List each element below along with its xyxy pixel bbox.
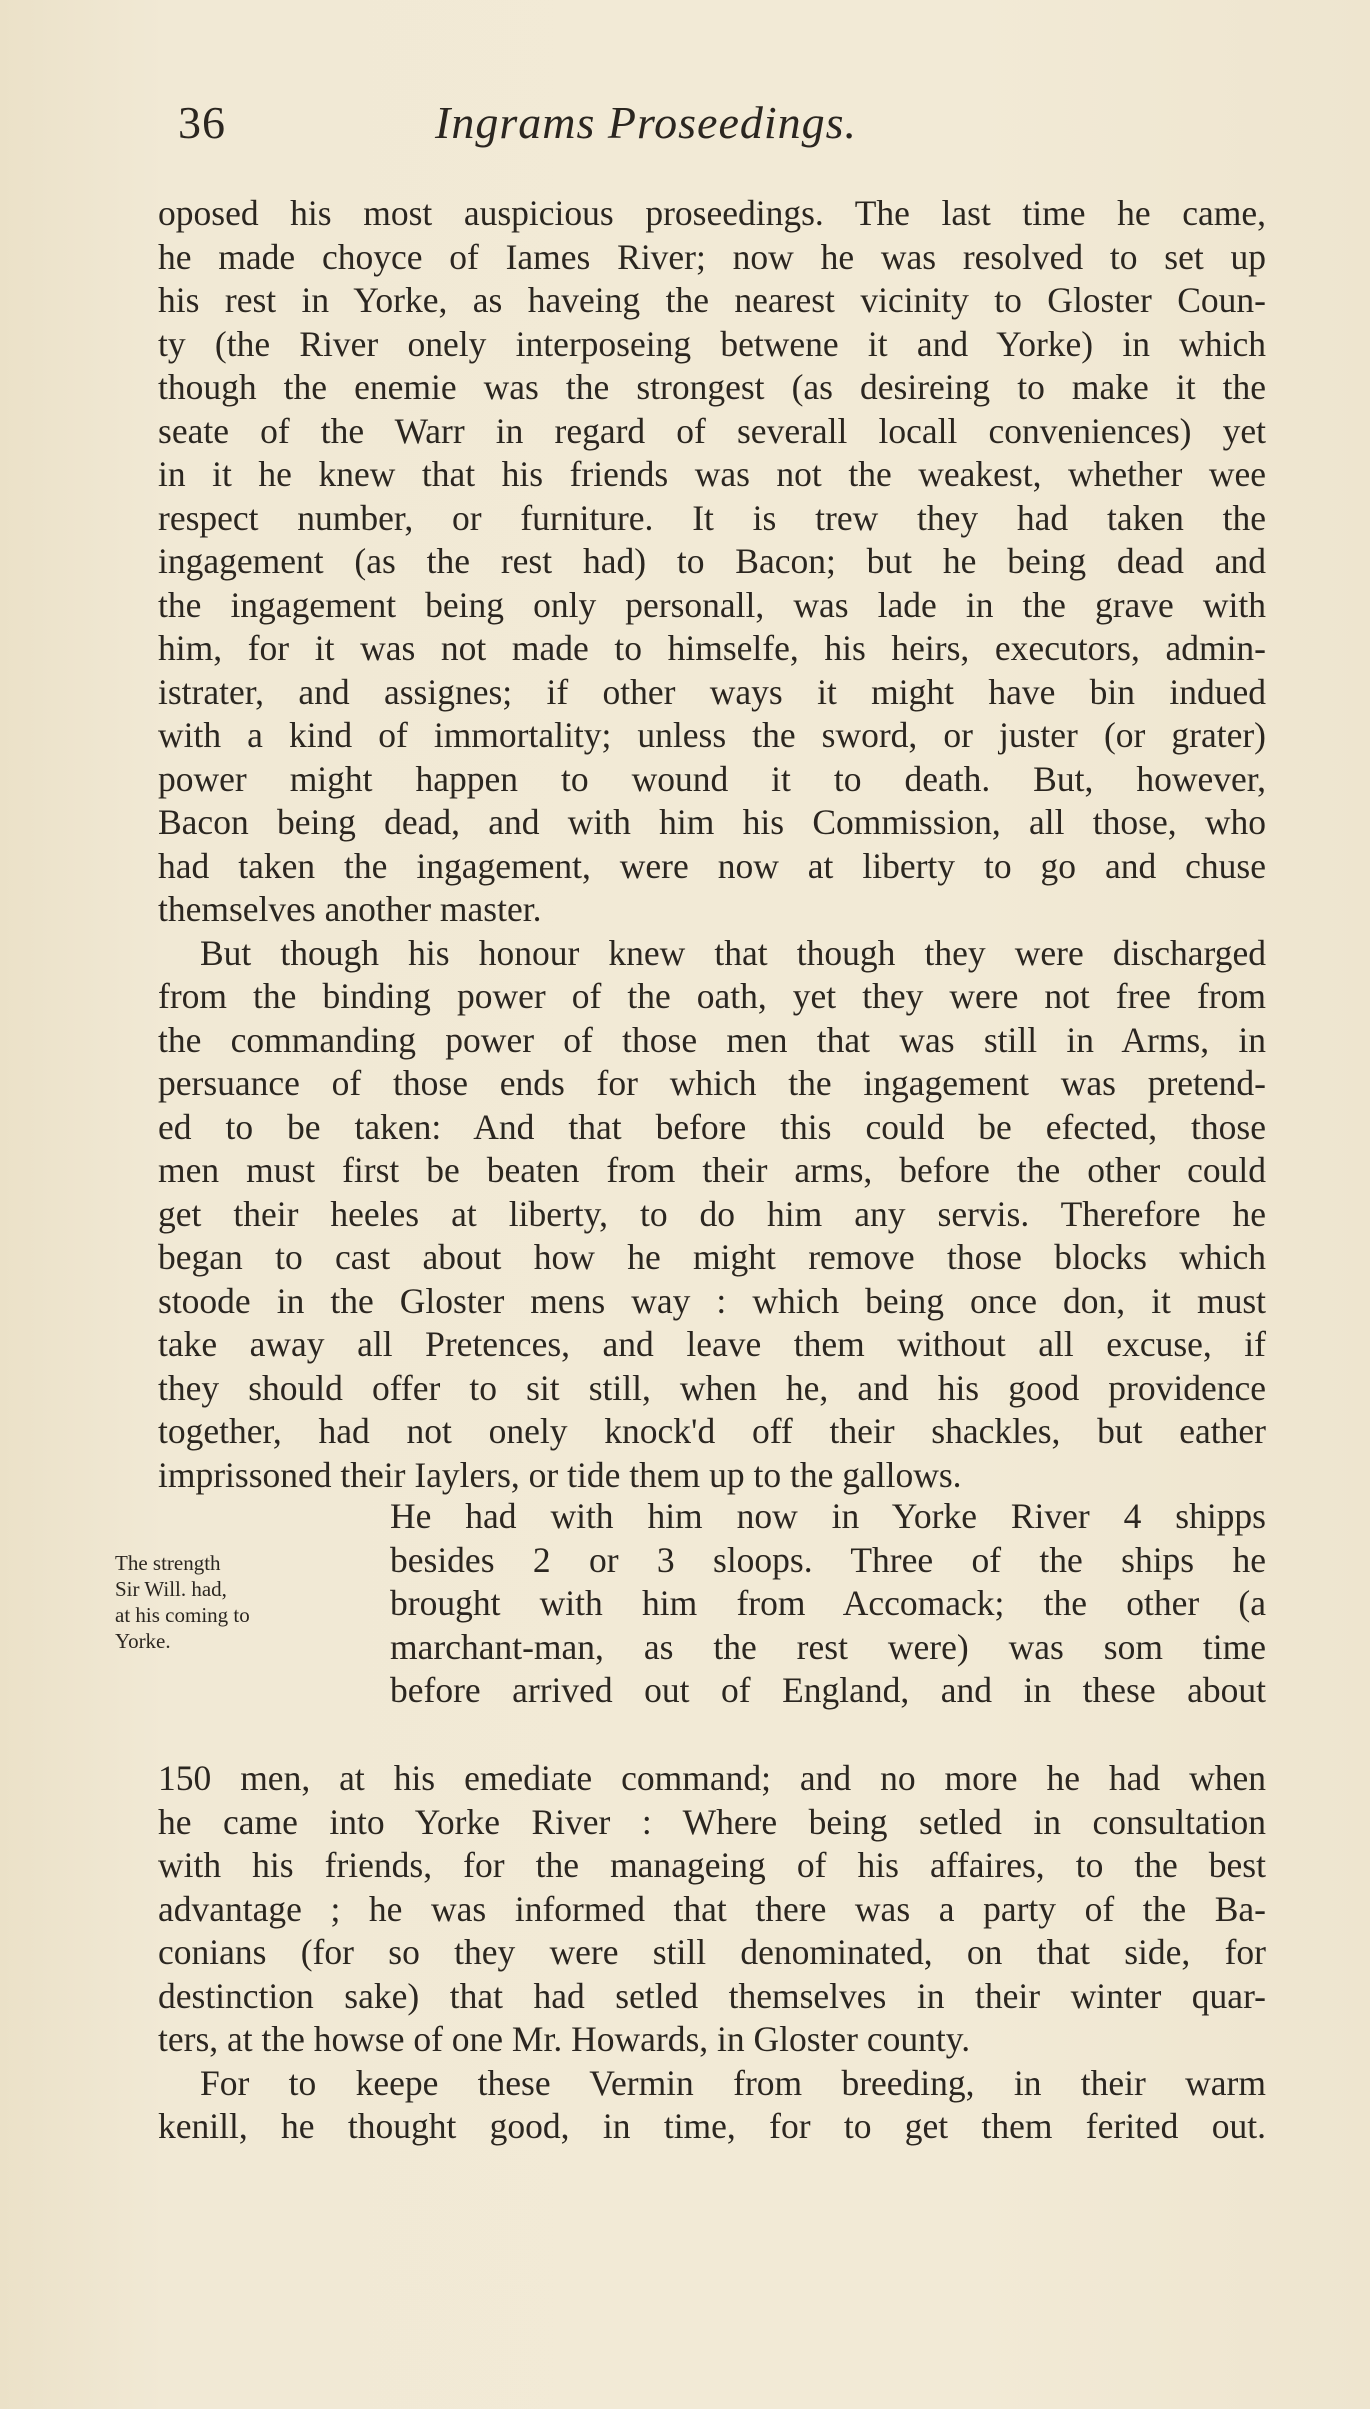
text-line: istrater, and assignes; if other ways it might have bin indued xyxy=(158,671,1266,712)
running-title: Ingrams Proseedings. xyxy=(435,97,858,148)
text-line: oposed his most auspicious proseedings. The last time he came, xyxy=(158,193,1266,233)
text-line: men must first be beaten from their arms, before the other could xyxy=(158,1150,1266,1190)
text-line: marchant-man, as the rest were) was som time xyxy=(390,1626,1266,1667)
text-line: he came into Yorke River : Where being setled in consultation xyxy=(158,1801,1266,1842)
text-line: from the binding power of the oath, yet they were not free from xyxy=(158,976,1266,1016)
marginal-note-line: The strength xyxy=(115,1551,221,1575)
marginal-note-line: Yorke. xyxy=(115,1629,171,1653)
marginal-note-line: at his coming to xyxy=(115,1603,250,1627)
text-line: his rest in Yorke, as haveing the nearest vicinity to Gloster Coun- xyxy=(158,280,1266,320)
text-line: began to cast about how he might remove those blocks which xyxy=(158,1237,1266,1277)
marginal-note-line: Sir Will. had, xyxy=(115,1577,227,1601)
text-line: the ingagement being only personall, was lade in the grave with xyxy=(158,584,1266,625)
text-line: take away all Pretences, and leave them without all excuse, if xyxy=(158,1324,1266,1364)
text-line: him, for it was not made to himselfe, his heirs, executors, admin- xyxy=(158,628,1266,668)
text-line: ty (the River onely interposeing betwene it and Yorke) in which xyxy=(158,323,1266,364)
text-line: though the enemie was the strongest (as desireing to make it the xyxy=(158,367,1266,407)
text-line: He had with him now in Yorke River 4 shipps xyxy=(390,1496,1266,1536)
paragraph-start-line: For to keepe these Vermin from breeding, in their warm xyxy=(200,2062,1266,2103)
text-line: Bacon being dead, and with him his Commission, all those, who xyxy=(158,802,1266,842)
text-line: persuance of those ends for which the ingagement was pretend- xyxy=(158,1063,1266,1103)
text-line: with his friends, for the manageing of his affaires, to the best xyxy=(158,1845,1266,1885)
text-line: conians (for so they were still denominated, on that side, for xyxy=(158,1932,1266,1972)
main-text-block-3 xyxy=(158,1757,1266,2149)
text-line: brought with him from Accomack; the other (a xyxy=(390,1583,1266,1623)
text-line: 150 men, at his emediate command; and no more he had when xyxy=(158,1758,1266,1798)
text-line: destinction sake) that had setled themselves in their winter quar- xyxy=(158,1975,1266,2016)
text-line: had taken the ingagement, were now at liberty to go and chuse xyxy=(158,845,1266,886)
text-line: the commanding power of those men that was still in Arms, in xyxy=(158,1019,1266,1060)
text-line: he made choyce of Iames River; now he was resolved to set up xyxy=(158,236,1266,277)
text-line: power might happen to wound it to death. But, however, xyxy=(158,758,1266,799)
text-line: advantage ; he was informed that there was a party of the Ba- xyxy=(158,1888,1266,1929)
main-text-block-1 xyxy=(158,192,1266,1497)
text-line: with a kind of immortality; unless the sword, or juster (or grater) xyxy=(158,715,1266,755)
text-line: ters, at the howse of one Mr. Howards, in Gloster county. xyxy=(158,2019,971,2059)
text-line: ingagement (as the rest had) to Bacon; but he being dead and xyxy=(158,541,1266,581)
text-line: in it he knew that his friends was not the weakest, whether wee xyxy=(158,454,1266,494)
text-line: before arrived out of England, and in these about xyxy=(390,1670,1266,1710)
paragraph-start-line: But though his honour knew that though they were discharged xyxy=(200,932,1266,973)
text-line: stoode in the Gloster mens way : which being once don, it must xyxy=(158,1280,1266,1321)
marginal-note xyxy=(115,1550,250,1654)
main-text-block-2 xyxy=(390,1495,1266,1713)
text-line: themselves another master. xyxy=(158,889,542,929)
text-line: get their heeles at liberty, to do him any servis. Therefore he xyxy=(158,1193,1266,1234)
text-line: ed to be taken: And that before this could be efected, those xyxy=(158,1106,1266,1147)
text-line: seate of the Warr in regard of severall locall conveniences) yet xyxy=(158,410,1266,451)
text-line: they should offer to sit still, when he, and his good providence xyxy=(158,1367,1266,1408)
text-line: kenill, he thought good, in time, for to get them ferited out. xyxy=(158,2106,1266,2146)
text-line: besides 2 or 3 sloops. Three of the ships he xyxy=(390,1539,1266,1580)
text-line: respect number, or furniture. It is trew they had taken the xyxy=(158,497,1266,538)
page-number: 36 xyxy=(178,97,226,148)
text-line: together, had not onely knock'd off their shackles, but eather xyxy=(158,1411,1266,1451)
text-line: imprissoned their Iaylers, or tide them up to the gallows. xyxy=(158,1454,962,1495)
